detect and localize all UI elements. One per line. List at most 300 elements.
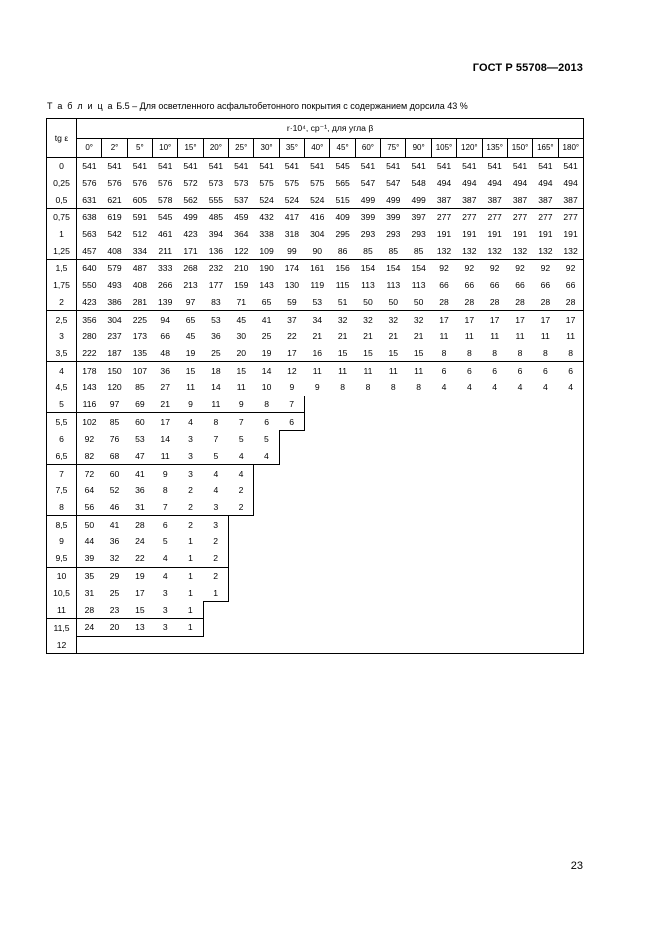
value-cell: 8: [264, 398, 269, 409]
value-cell: 499: [360, 194, 376, 205]
value-cell: 18: [203, 362, 228, 379]
empty-cell: [355, 516, 380, 533]
empty-cell: [305, 636, 330, 653]
value-cell: 524: [310, 194, 325, 205]
value-cell: 237: [107, 331, 122, 342]
value-cell: 25: [261, 331, 272, 342]
value-cell: 541: [457, 158, 482, 175]
table-row: [47, 328, 584, 345]
empty-cell: [431, 465, 456, 482]
value-cell: 132: [558, 242, 584, 259]
value-cell: 222: [82, 347, 97, 358]
value-cell: 277: [558, 209, 584, 226]
empty-cell: [406, 601, 431, 618]
empty-cell: [381, 567, 406, 584]
value-cell: 19: [127, 567, 152, 584]
value-cell: 364: [234, 229, 249, 240]
value-cell: 550: [82, 280, 97, 291]
value-cell: 394: [208, 229, 224, 240]
value-cell: 178: [77, 362, 102, 379]
value-cell: 36: [109, 536, 120, 547]
empty-cell: [482, 516, 507, 533]
table-row: [47, 175, 584, 192]
empty-cell: [203, 619, 228, 637]
empty-cell: [305, 533, 330, 550]
value-cell: 225: [127, 311, 152, 328]
tg-cell: 9: [47, 533, 77, 550]
empty-cell: [355, 533, 380, 550]
empty-cell: [381, 448, 406, 465]
empty-cell: [355, 550, 380, 567]
value-cell: 277: [431, 209, 456, 226]
empty-cell: [254, 619, 279, 637]
angle-header: 2°: [102, 138, 127, 158]
value-cell: 547: [360, 178, 376, 189]
value-cell: 32: [381, 311, 406, 328]
value-cell: 541: [507, 158, 532, 175]
value-cell: 4: [558, 379, 584, 396]
tg-cell: 1,25: [47, 242, 77, 259]
empty-cell: [507, 533, 532, 550]
angle-header: 180°: [558, 138, 584, 158]
value-cell: 5: [162, 536, 168, 547]
value-cell: 171: [183, 245, 198, 256]
empty-cell: [254, 550, 279, 567]
value-cell: 210: [229, 260, 254, 277]
table-row: [47, 294, 584, 311]
value-cell: 541: [254, 158, 279, 175]
empty-cell: [558, 413, 584, 431]
empty-cell: [355, 431, 380, 448]
tg-cell: 7,5: [47, 482, 77, 499]
empty-cell: [558, 431, 584, 448]
value-cell: 17: [153, 413, 178, 431]
value-cell: 304: [310, 229, 325, 240]
value-cell: 2: [203, 550, 228, 567]
value-cell: 4: [517, 382, 523, 393]
value-cell: 83: [211, 296, 221, 307]
value-cell: 6: [533, 362, 558, 379]
value-cell: 36: [211, 331, 221, 342]
empty-cell: [431, 431, 456, 448]
value-cell: 14: [254, 362, 279, 379]
value-cell: 2: [188, 502, 193, 513]
value-cell: 541: [533, 158, 558, 175]
value-cell: 1: [188, 553, 193, 564]
value-cell: 399: [381, 209, 406, 226]
value-cell: 68: [109, 451, 120, 462]
value-cell: 211: [158, 245, 173, 256]
value-cell: 14: [160, 434, 170, 445]
value-cell: 293: [411, 229, 426, 240]
empty-cell: [229, 584, 254, 601]
value-cell: 66: [439, 280, 449, 291]
value-cell: 5: [238, 434, 244, 445]
value-cell: 21: [363, 331, 373, 342]
tg-cell: 8,5: [47, 516, 77, 533]
value-cell: 50: [413, 296, 424, 307]
empty-cell: [482, 601, 507, 618]
empty-cell: [355, 448, 380, 465]
value-cell: 32: [406, 311, 431, 328]
value-cell: 28: [439, 296, 449, 307]
empty-cell: [533, 636, 558, 653]
value-cell: 14: [211, 382, 221, 393]
empty-cell: [381, 636, 406, 653]
empty-cell: [558, 499, 584, 516]
empty-cell: [102, 636, 127, 653]
value-cell: 23: [109, 604, 120, 615]
value-cell: 32: [109, 553, 120, 564]
value-cell: 605: [132, 194, 148, 205]
value-cell: 191: [487, 229, 502, 240]
table-caption: [47, 101, 468, 111]
empty-cell: [305, 619, 330, 637]
table-row: [47, 499, 584, 516]
value-cell: 6: [254, 413, 279, 431]
empty-cell: [203, 601, 228, 618]
value-cell: 191: [538, 229, 553, 240]
value-cell: 17: [533, 311, 558, 328]
value-cell: 387: [512, 194, 528, 205]
angle-header: 40°: [305, 138, 330, 158]
value-cell: 113: [386, 280, 401, 291]
value-cell: 64: [84, 485, 95, 496]
value-cell: 22: [135, 553, 145, 564]
empty-cell: [406, 619, 431, 637]
empty-cell: [254, 636, 279, 653]
angle-header: 15°: [178, 138, 203, 158]
empty-cell: [457, 533, 482, 550]
empty-cell: [431, 636, 456, 653]
header-row: [47, 119, 584, 139]
angle-header: 35°: [279, 138, 304, 158]
angle-header: 165°: [533, 138, 558, 158]
data-table: [46, 118, 584, 654]
empty-cell: [305, 396, 330, 413]
empty-cell: [355, 584, 380, 601]
tg-cell: 1: [47, 226, 77, 243]
empty-cell: [254, 499, 279, 516]
value-cell: 21: [388, 331, 399, 342]
empty-cell: [533, 601, 558, 618]
empty-cell: [507, 431, 532, 448]
table-row: [47, 362, 584, 379]
value-cell: 9: [188, 398, 193, 409]
empty-cell: [381, 413, 406, 431]
empty-cell: [279, 499, 304, 516]
value-cell: 423: [82, 296, 97, 307]
angle-header: 135°: [482, 138, 507, 158]
empty-cell: [381, 482, 406, 499]
angle-header: 90°: [406, 138, 431, 158]
angle-row: [47, 138, 584, 158]
value-cell: 11: [186, 382, 195, 393]
empty-cell: [558, 636, 584, 653]
empty-cell: [482, 465, 507, 482]
value-cell: 92: [431, 260, 456, 277]
empty-cell: [533, 533, 558, 550]
value-cell: 15: [337, 347, 348, 358]
empty-cell: [533, 431, 558, 448]
value-cell: 31: [84, 587, 95, 598]
value-cell: 11: [330, 362, 355, 379]
empty-cell: [381, 465, 406, 482]
empty-cell: [381, 499, 406, 516]
value-cell: 24: [135, 536, 145, 547]
caption-number: Б.5: [116, 101, 130, 111]
table-row: [47, 191, 584, 208]
value-cell: 8: [542, 347, 548, 358]
empty-cell: [533, 550, 558, 567]
empty-cell: [431, 448, 456, 465]
empty-cell: [279, 584, 304, 601]
empty-cell: [457, 396, 482, 413]
value-cell: 132: [487, 245, 502, 256]
value-cell: 17: [507, 311, 532, 328]
value-cell: 2: [229, 499, 254, 516]
empty-cell: [229, 516, 254, 533]
value-cell: 268: [178, 260, 203, 277]
value-cell: 334: [132, 245, 148, 256]
value-cell: 3: [162, 587, 168, 598]
value-cell: 485: [203, 209, 228, 226]
value-cell: 92: [84, 434, 95, 445]
value-cell: 494: [538, 178, 553, 189]
table-row: [47, 277, 584, 294]
value-cell: 541: [279, 158, 304, 175]
value-cell: 41: [254, 311, 279, 328]
table-row: [47, 345, 584, 362]
value-cell: 66: [489, 280, 500, 291]
value-cell: 4: [542, 382, 548, 393]
empty-cell: [431, 413, 456, 431]
value-cell: 565: [335, 178, 350, 189]
value-cell: 3: [213, 502, 219, 513]
value-cell: 17: [457, 311, 482, 328]
value-cell: 31: [135, 502, 145, 513]
value-cell: 15: [178, 362, 203, 379]
empty-cell: [279, 533, 304, 550]
value-cell: 356: [77, 311, 102, 328]
tg-cell: 4,5: [47, 379, 77, 396]
value-cell: 9: [289, 382, 295, 393]
value-cell: 10: [261, 382, 272, 393]
value-cell: 156: [330, 260, 355, 277]
table-row: [47, 431, 584, 448]
empty-cell: [330, 413, 355, 431]
value-cell: 122: [234, 245, 249, 256]
value-cell: 11: [464, 331, 474, 342]
value-cell: 66: [540, 280, 551, 291]
value-cell: 494: [436, 178, 452, 189]
value-cell: 1: [203, 584, 228, 601]
tg-cell: 2,5: [47, 311, 77, 328]
value-cell: 35: [77, 567, 102, 584]
value-cell: 4: [178, 413, 203, 431]
empty-cell: [431, 584, 456, 601]
value-cell: 524: [259, 194, 274, 205]
value-cell: 28: [515, 296, 525, 307]
value-cell: 576: [132, 178, 148, 189]
empty-cell: [533, 396, 558, 413]
empty-cell: [305, 499, 330, 516]
value-cell: 7: [162, 502, 168, 513]
value-cell: 541: [558, 158, 584, 175]
angle-header: 0°: [77, 138, 102, 158]
empty-cell: [558, 516, 584, 533]
value-cell: 52: [109, 485, 120, 496]
table-row: [47, 601, 584, 618]
value-cell: 512: [132, 229, 148, 240]
tg-cell: 0,75: [47, 209, 77, 226]
tg-cell: 0,25: [47, 175, 77, 192]
empty-cell: [482, 431, 507, 448]
table-row: [47, 209, 584, 226]
value-cell: 11: [211, 398, 221, 409]
value-cell: 191: [512, 229, 528, 240]
table-row: [47, 311, 584, 328]
value-cell: 4: [238, 451, 244, 462]
angle-header: 120°: [457, 138, 482, 158]
empty-cell: [482, 499, 507, 516]
empty-cell: [330, 448, 355, 465]
value-cell: 66: [464, 280, 475, 291]
tg-cell: 1,75: [47, 277, 77, 294]
table-row: [47, 448, 584, 465]
table-row: [47, 482, 584, 499]
value-cell: 457: [82, 245, 97, 256]
value-cell: 113: [411, 280, 426, 291]
value-cell: 408: [107, 245, 122, 256]
value-cell: 107: [127, 362, 152, 379]
value-cell: 130: [284, 280, 300, 291]
empty-cell: [533, 584, 558, 601]
value-cell: 1: [188, 536, 193, 547]
value-cell: 28: [127, 516, 152, 533]
table-row: [47, 396, 584, 413]
empty-cell: [533, 465, 558, 482]
value-cell: 19: [185, 347, 196, 358]
value-cell: 41: [102, 516, 127, 533]
value-cell: 154: [355, 260, 380, 277]
value-cell: 32: [330, 311, 355, 328]
value-cell: 132: [538, 245, 553, 256]
value-cell: 59: [287, 296, 297, 307]
empty-cell: [330, 601, 355, 618]
value-cell: 99: [287, 245, 297, 256]
empty-cell: [507, 550, 532, 567]
empty-cell: [457, 601, 482, 618]
empty-cell: [254, 584, 279, 601]
value-cell: 143: [82, 382, 97, 393]
value-cell: 16: [312, 347, 323, 358]
value-cell: 85: [102, 413, 127, 431]
empty-cell: [305, 584, 330, 601]
value-cell: 191: [436, 229, 452, 240]
empty-cell: [355, 499, 380, 516]
value-cell: 3: [203, 516, 228, 533]
value-cell: 50: [388, 296, 399, 307]
value-cell: 572: [183, 178, 198, 189]
value-cell: 36: [135, 485, 145, 496]
value-cell: 11: [490, 331, 500, 342]
empty-cell: [406, 396, 431, 413]
value-cell: 545: [330, 158, 355, 175]
table-row: [47, 516, 584, 533]
value-cell: 69: [135, 398, 145, 409]
empty-cell: [330, 396, 355, 413]
value-cell: 575: [310, 178, 325, 189]
value-cell: 47: [135, 451, 145, 462]
value-cell: 575: [284, 178, 300, 189]
value-cell: 17: [287, 347, 297, 358]
empty-cell: [305, 448, 330, 465]
value-cell: 576: [158, 178, 173, 189]
empty-cell: [279, 448, 304, 465]
empty-cell: [457, 448, 482, 465]
empty-cell: [558, 482, 584, 499]
empty-cell: [406, 465, 431, 482]
empty-cell: [355, 465, 380, 482]
empty-cell: [254, 601, 279, 618]
empty-cell: [507, 396, 532, 413]
value-cell: 34: [305, 311, 330, 328]
value-cell: 7: [213, 434, 219, 445]
empty-cell: [507, 413, 532, 431]
value-cell: 515: [335, 194, 350, 205]
value-cell: 459: [229, 209, 254, 226]
empty-cell: [279, 567, 304, 584]
value-cell: 281: [132, 296, 148, 307]
value-cell: 15: [413, 347, 424, 358]
table-row: [47, 260, 584, 277]
value-cell: 132: [462, 245, 477, 256]
value-cell: 11: [381, 362, 406, 379]
table-row: [47, 379, 584, 396]
empty-cell: [406, 413, 431, 431]
empty-cell: [533, 619, 558, 637]
value-cell: 15: [229, 362, 254, 379]
value-cell: 6: [431, 362, 456, 379]
value-cell: 53: [135, 434, 145, 445]
value-cell: 143: [259, 280, 274, 291]
value-cell: 13: [127, 619, 152, 637]
empty-cell: [482, 533, 507, 550]
empty-cell: [254, 516, 279, 533]
value-cell: 56: [84, 502, 95, 513]
value-cell: 28: [84, 604, 95, 615]
empty-cell: [457, 499, 482, 516]
value-cell: 20: [102, 619, 127, 637]
value-cell: 11: [439, 331, 449, 342]
value-cell: 139: [158, 296, 173, 307]
empty-cell: [279, 465, 304, 482]
value-cell: 12: [279, 362, 304, 379]
empty-cell: [431, 550, 456, 567]
empty-cell: [355, 636, 380, 653]
empty-cell: [457, 413, 482, 431]
value-cell: 11: [236, 382, 246, 393]
value-cell: 8: [492, 347, 498, 358]
value-cell: 547: [386, 178, 401, 189]
value-cell: 304: [102, 311, 127, 328]
empty-cell: [305, 431, 330, 448]
empty-cell: [406, 499, 431, 516]
tg-cell: 6,5: [47, 448, 77, 465]
empty-cell: [254, 482, 279, 499]
angle-header: 30°: [254, 138, 279, 158]
